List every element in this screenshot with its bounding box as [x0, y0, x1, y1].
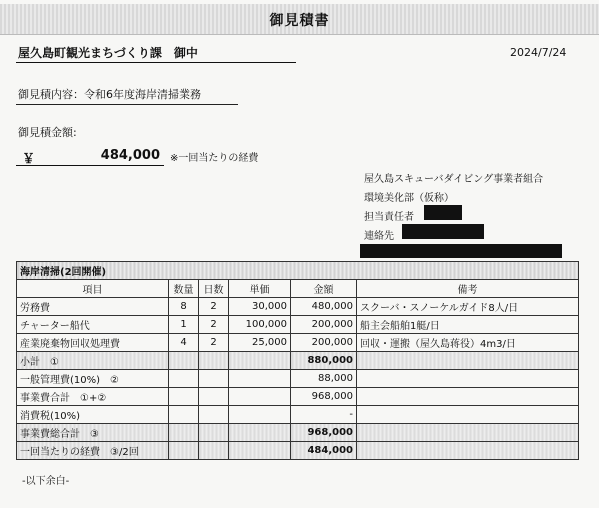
cell-amount: 88,000	[291, 370, 357, 388]
cell-quantity	[169, 424, 199, 442]
table-row	[17, 298, 579, 316]
cell-remarks	[357, 370, 579, 388]
table-row	[17, 370, 579, 388]
cell-days	[199, 352, 229, 370]
cell-quantity	[169, 406, 199, 424]
cell-remarks	[357, 388, 579, 406]
table-row	[17, 442, 579, 460]
cell-item: 一回当たりの経費 ③/2回	[17, 442, 169, 460]
cell-unit-price: 25,000	[229, 334, 291, 352]
table-row	[17, 406, 579, 424]
issuer-person-label: 担当責任者	[364, 212, 414, 223]
cell-item: 事業費総合計 ③	[17, 424, 169, 442]
redacted-contact	[402, 224, 484, 239]
cell-unit-price	[229, 406, 291, 424]
issuer-org: 屋久島スキューバダイビング事業者組合	[364, 174, 544, 185]
cell-item: 事業費合計 ①+②	[17, 388, 169, 406]
cell-item: チャーター船代	[17, 316, 169, 334]
cell-unit-price: 100,000	[229, 316, 291, 334]
cell-item: 消費税(10%)	[17, 406, 169, 424]
amount-label: 御見積金額:	[18, 126, 77, 139]
cell-remarks	[357, 352, 579, 370]
estimate-amount: 484,000	[100, 148, 160, 163]
cell-quantity: 8	[169, 298, 199, 316]
cell-amount: -	[291, 406, 357, 424]
cell-remarks	[357, 424, 579, 442]
cell-quantity: 4	[169, 334, 199, 352]
subject-underline	[16, 104, 238, 105]
cell-quantity	[169, 352, 199, 370]
table-row	[17, 334, 579, 352]
document-title: 御見積書	[269, 13, 330, 29]
header-unit-price: 単価	[229, 280, 291, 298]
estimate-table	[16, 261, 578, 460]
cell-item: 産業廃棄物回収処理費	[17, 334, 169, 352]
header-days: 日数	[199, 280, 229, 298]
cell-unit-price: 30,000	[229, 298, 291, 316]
cell-remarks: 回収・運搬（屋久島蒋役）4m3/日	[357, 334, 579, 352]
table-row	[17, 316, 579, 334]
cell-unit-price	[229, 442, 291, 460]
amount-note: ※一回当たりの経費	[170, 153, 259, 164]
section-title: 海岸清掃(2回開催)	[17, 262, 579, 280]
addressee: 屋久島町観光まちづくり課 御中	[18, 46, 198, 60]
cell-amount: 200,000	[291, 334, 357, 352]
cell-days: 2	[199, 334, 229, 352]
cell-remarks: スクーバ・スノーケルガイド8人/日	[357, 298, 579, 316]
currency-symbol: ￥	[22, 152, 36, 167]
cell-item: 小計 ①	[17, 352, 169, 370]
table-row	[17, 388, 579, 406]
cell-amount: 200,000	[291, 316, 357, 334]
cell-quantity	[169, 370, 199, 388]
cell-amount: 968,000	[291, 388, 357, 406]
cell-unit-price	[229, 370, 291, 388]
cell-item: 労務費	[17, 298, 169, 316]
header-amount: 金額	[291, 280, 357, 298]
cell-quantity	[169, 442, 199, 460]
cell-days	[199, 370, 229, 388]
cell-days	[199, 442, 229, 460]
cell-amount: 968,000	[291, 424, 357, 442]
cell-quantity	[169, 388, 199, 406]
header-item: 項目	[17, 280, 169, 298]
issuer-contact-label: 連絡先	[364, 231, 394, 242]
cell-days	[199, 406, 229, 424]
cell-amount: 480,000	[291, 298, 357, 316]
footer-note: -以下余白-	[22, 476, 70, 487]
issuer-dept: 環境美化部（仮称）	[364, 193, 454, 204]
cell-days	[199, 424, 229, 442]
table-header-row	[17, 280, 579, 298]
cell-unit-price	[229, 424, 291, 442]
amount-underline	[16, 165, 164, 166]
cell-days	[199, 388, 229, 406]
cell-days: 2	[199, 298, 229, 316]
cell-remarks: 船主会船舶1艇/日	[357, 316, 579, 334]
cell-unit-price	[229, 352, 291, 370]
cell-days: 2	[199, 316, 229, 334]
redacted-block	[360, 244, 562, 258]
estimate-subject: 御見積内容：令和6年度海岸清掃業務	[18, 88, 201, 101]
issue-date: 2024/7/24	[510, 46, 567, 59]
cell-unit-price	[229, 388, 291, 406]
cell-amount: 484,000	[291, 442, 357, 460]
cell-amount: 880,000	[291, 352, 357, 370]
cell-remarks	[357, 442, 579, 460]
cell-remarks	[357, 406, 579, 424]
redacted-person	[424, 205, 462, 220]
table-row	[17, 352, 579, 370]
addressee-underline	[16, 62, 296, 63]
cell-item: 一般管理費(10%) ②	[17, 370, 169, 388]
header-remarks: 備考	[357, 280, 579, 298]
cell-quantity: 1	[169, 316, 199, 334]
header-quantity: 数量	[169, 280, 199, 298]
table-row	[17, 424, 579, 442]
